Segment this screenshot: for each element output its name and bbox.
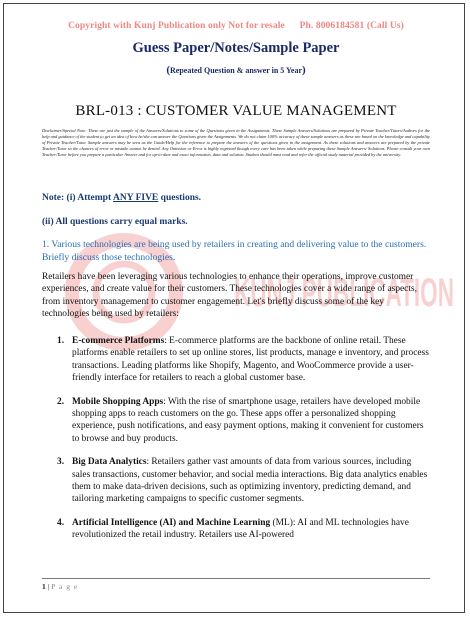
disclaimer-note: Disclaimer/Special Note: These are just the sample of the Answers/Solutions to some of the Questions given in the Assignments. These Sample Answers/Solutions are prepared by Private Teacher/Tutors/Authors for the help and guidance of the student to get an idea of how he/she can answer the Questions given the Assignments. We do not claim 100% accuracy of these sample answers as these are based on the knowledge and capability of Private Teacher/Tutor. Sample answers may be seen as the Guide/Help for the reference to prepare the answers of the questions given in the assignment. As these solutions and answers are prepared by the private Teacher/Tutor so the chances of error or mistake cannot be denied. Any Omission or Error is highly regretted though every care has been taken while preparing these Sample Answers/ Solutions. Please consult your own Teacher/Tutor before you prepare a particular Answer and for up-to-date and exact information, data and solution. Student should must read and refer the official study material provided by the university. — [42, 128, 430, 157]
list-item-term: Big Data Analytics — [72, 457, 147, 468]
guess-paper-subtitle: (Repeated Question & answer in 5 Year) — [166, 64, 306, 76]
copyright-line — [42, 21, 430, 31]
list-item-text: (ML): AI and ML technologies have revolutionized the retail industry. Retailers use AI-powered — [72, 517, 409, 541]
list-item: 1. E-commerce Platforms: E-commerce platforms are the backbone of online retail. These platforms enable retailers to set up online stores, list products, manage e inventory, and process transactions. Leading platforms like Shopify, Magento, and WooCommerce provide a user-friendly interface for retailers to reach a global customer base. — [57, 336, 429, 384]
subtitle-text: Repeated Question & answer in 5 Year — [170, 66, 302, 75]
footer-divider — [42, 578, 430, 579]
list-item: 2. Mobile Shopping Apps: With the rise of smartphone usage, retailers have developed mobile shopping apps to reach customers on the go. These apps offer a personalized shopping experience, push notifications, and easy payment options, making it convenient for customers to browse and buy products. — [57, 396, 424, 444]
page-footer: 1 | P a g e — [42, 582, 79, 591]
copyright-text: Copyright with Kunj Publication only Not for resale — [68, 21, 285, 31]
question-heading: 1. Various technologies are being used by retailers in creating and delivering value to the customers. Briefly discuss those technologies. — [42, 239, 427, 263]
page-word: P a g e — [51, 582, 79, 591]
list-item: 3. Big Data Analytics: Retailers gather vast amounts of data from various sources, including sales transactions, customer behavior, and social media interactions. Big data analytics enables them to make data-driven decisions, such as optimizing inventory, predicting demand, and tailoring marketing campaigns to specific customer segments. — [57, 457, 428, 505]
document-page — [3, 3, 465, 613]
guess-paper-title: Guess Paper/Notes/Sample Paper — [132, 40, 340, 56]
page-number: 1 — [42, 582, 46, 591]
instruction-note-1: Note: (i) Attempt ANY FIVE questions. — [42, 193, 202, 203]
instruction-note-2: (ii) All questions carry equal marks. — [42, 217, 188, 227]
intro-paragraph: Retailers have been leveraging various technologies to enhance their operations, improve customer experiences, and create value for their customers. These technologies cover a wide range of aspects, from inventory management to customer engagement. Let's briefly discuss some of the key technologies being used by retailers: — [42, 272, 417, 320]
watermark-text: KUNJ PUBLICATION — [234, 271, 454, 315]
phone-text: Ph. 8006184581 (Call Us) — [299, 21, 404, 31]
list-item-text: : Retailers gather vast amounts of data from various sources, including sales transactions, customer behavior, and social media interactions. Big data analytics enables them to make data-driven decisions, such as optimizing inventory, predicting demand, and tailoring marketing campaigns to specific customer segments. — [72, 457, 428, 505]
list-item-text: : E-commerce platforms are the backbone of online retail. These platforms enable retailers to set up online stores, list products, manage e inventory, and process transactions. Leading platforms like Shopify, Magento, and WooCommerce provide a user-friendly interface for retailers to reach a global customer base. — [72, 336, 429, 384]
technology-list — [42, 335, 430, 553]
any-five-emphasis: ANY FIVE — [112, 193, 159, 203]
list-item-term: E-commerce Platforms — [72, 336, 165, 346]
list-item-term: Artificial Intelligence (AI) and Machine Learning — [72, 517, 271, 528]
list-item-text: : With the rise of smartphone usage, retailers have developed mobile shopping apps to reach customers on the go. These apps offer a personalized shopping experience, push notifications, and easy payment options, making it convenient for customers to browse and buy products. — [72, 396, 424, 444]
list-item: 4. Artificial Intelligence (AI) and Machine Learning (ML): AI and ML technologies have revolutionized the retail industry. Retailers use AI-powered — [57, 517, 409, 541]
course-title: BRL-013 : CUSTOMER VALUE MANAGEMENT — [75, 103, 397, 119]
list-item-term: Mobile Shopping Apps — [72, 396, 164, 407]
